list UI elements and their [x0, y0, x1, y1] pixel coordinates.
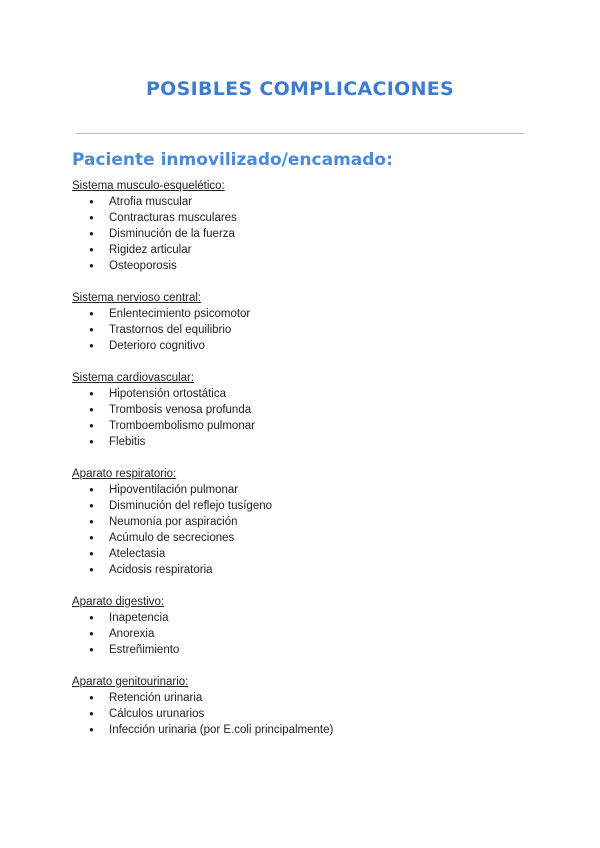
section-heading: Paciente inmovilizado/encamado: [72, 150, 393, 170]
list-item: ● Hipoventilación pulmonar [72, 482, 532, 498]
section-genitourinary [72, 674, 532, 738]
section-title: Sistema cardiovascular: [72, 372, 195, 384]
bullet-list [72, 482, 532, 578]
list-item: ● Contracturas musculares [72, 210, 532, 226]
list-item: ● Tromboembolismo pulmonar [72, 418, 532, 434]
section-title: Aparato respiratorio: [72, 468, 177, 480]
list-item: ● Disminución del reflejo tusígeno [72, 498, 532, 514]
bullet-list [72, 194, 532, 274]
list-item: ● Retención urinaria [72, 690, 532, 706]
section-title: Sistema nervioso central: [72, 292, 202, 304]
list-item: ● Neumonía por aspiración [72, 514, 532, 530]
bullet-list [72, 690, 532, 738]
bullet-list [72, 386, 532, 450]
complications-list [72, 178, 532, 754]
list-item: ● Deterioro cognitivo [72, 338, 532, 354]
list-item: ● Anorexia [72, 626, 532, 642]
list-item: ● Inapetencia [72, 610, 532, 626]
list-item: ● Disminución de la fuerza [72, 226, 532, 242]
list-item: ● Estreñimiento [72, 642, 532, 658]
bullet-list [72, 610, 532, 658]
list-item: ● Atelectasia [72, 546, 532, 562]
list-item: ● Trastornos del equilibrio [72, 322, 532, 338]
section-cardiovascular [72, 370, 532, 450]
list-item: ● Acidosis respiratoria [72, 562, 532, 578]
page-title: POSIBLES COMPLICACIONES [145, 78, 455, 100]
list-item: ● Rigidez articular [72, 242, 532, 258]
list-item: ● Osteoporosis [72, 258, 532, 274]
list-item: ● Acúmulo de secreciones [72, 530, 532, 546]
list-item: ● Cálculos urunarios [72, 706, 532, 722]
section-digestive [72, 594, 532, 658]
section-title: Sistema musculo-esquelético: [72, 180, 225, 192]
section-respiratory [72, 466, 532, 578]
section-nervous-system [72, 290, 532, 354]
list-item: ● Infección urinaria (por E.coli principalmente) [72, 722, 532, 738]
list-item: ● Trombosis venosa profunda [72, 402, 532, 418]
list-item: ● Hipotensión ortostática [72, 386, 532, 402]
list-item: ● Flebitis [72, 434, 532, 450]
section-title: Aparato digestivo: [72, 596, 165, 608]
section-musculoskeletal [72, 178, 532, 274]
list-item: ● Atrofia muscular [72, 194, 532, 210]
horizontal-divider [76, 133, 524, 134]
section-title: Aparato genitourinario: [72, 676, 189, 688]
bullet-list [72, 306, 532, 354]
list-item: ● Enlentecimiento psicomotor [72, 306, 532, 322]
